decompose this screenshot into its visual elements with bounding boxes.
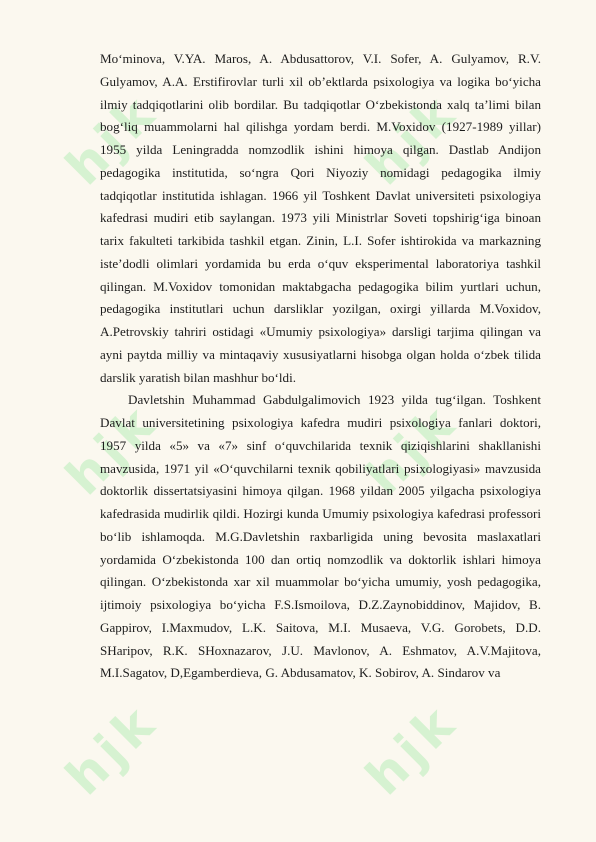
paragraph: Mo‘minova, V.YA. Maros, A. Abdusattorov, V.I. Sofer, A. Gulyamov, R.V. Gulyamov, A.A. Erstifirovlar turli xil ob’ektlarda psixologiya va logika bo‘yicha ilmiy tadqiqotlarini olib bordilar. Bu tadqiqotlar O‘zbekistonda xalq ta’limi bilan bog‘liq muammolarni hal qilishga yordam berdi. M.Voxidov (1927-1989 yillar) 1955 yilda Leningradda nomzodlik ishini himoya qilgan. Dastlab Andijon pedagogika institutida, so‘ngra Qori Niyoziy nomidagi pedagogika ilmiy tadqiqotlar institutida ishlagan. 1966 yil Toshkent Davlat universiteti psixologiya kafedrasi mudiri etib saylangan. 1973 yili Ministrlar Soveti topshirig‘iga binoan tarix fakulteti tarkibida tashkil etgan. Zinin, L.I. Sofer ishtirokida va markazning iste’dodli olimlari yordamida bu erda o‘quv eksperimental laboratoriya tashkil qilingan. M.Voxidov tomonidan maktabgacha pedagogika bilim yurtlari uchun, pedagogika institutlari uchun darsliklar yozilgan, oxirgi yillarda M.Voxidov, A.Petrovskiy tahriri ostidagi «Umumiy psixologiya» darsligi tarjima qilingan va ayni paytda milliy va mintaqaviy xususiyatlarni hisobga olgan holda o‘zbek tilida darslik yaratish bilan mashhur bo‘ldi. (100, 51, 541, 385)
watermark: hjk (54, 81, 170, 197)
watermark: hjk (354, 691, 470, 807)
watermark: hjk (354, 391, 470, 507)
watermark: hjk (354, 81, 470, 197)
paragraph: Davletshin Muhammad Gabdulgalimovich 1923 yilda tug‘ilgan. Toshkent Davlat universitetining psixologiya kafedra mudiri psixologiya fanlari doktori, 1957 yilda «5» va «7» sinf o‘quvchilarida texnik qiziqishlarini shakllanishi mavzusida, 1971 yil «O‘quvchilarni texnik qobiliyatlari psixologiyasi» mavzusida doktorlik dissertatsiyasini himoya qilgan. 1968 yildan 2005 yilgacha psixologiya kafedrasida mudirlik qildi. Hozirgi kunda Umumiy psixologiya kafedrasi professori bo‘lib ishlamoqda. M.G.Davletshin raxbarligida uning bevosita maslaxatlari yordamida O‘zbekistonda 100 dan ortiq nomzodlik va doktorlik ishlari himoya qilingan. O‘zbekistonda xar xil muammolar bo‘yicha umumiy, yosh pedagogika, ijtimoiy psixologiya bo‘yicha F.S.Ismoilova, D.Z.Zaynobiddinov, Majidov, B. Gappirov, I.Maxmudov, L.K. Saitova, M.I. Musaeva, V.G. Gorobets, D.D. SHaripov, R.K. SHoxnazarov, J.U. Mavlonov, A. Eshmatov, A.V.Majitova, M.I.Sagatov, D,Egamberdieva, G. Abdusamatov, K. Sobirov, A. Sindarov va (100, 392, 541, 681)
body-text (100, 48, 541, 685)
watermark: hjk (54, 691, 170, 807)
watermark: hjk (54, 391, 170, 507)
